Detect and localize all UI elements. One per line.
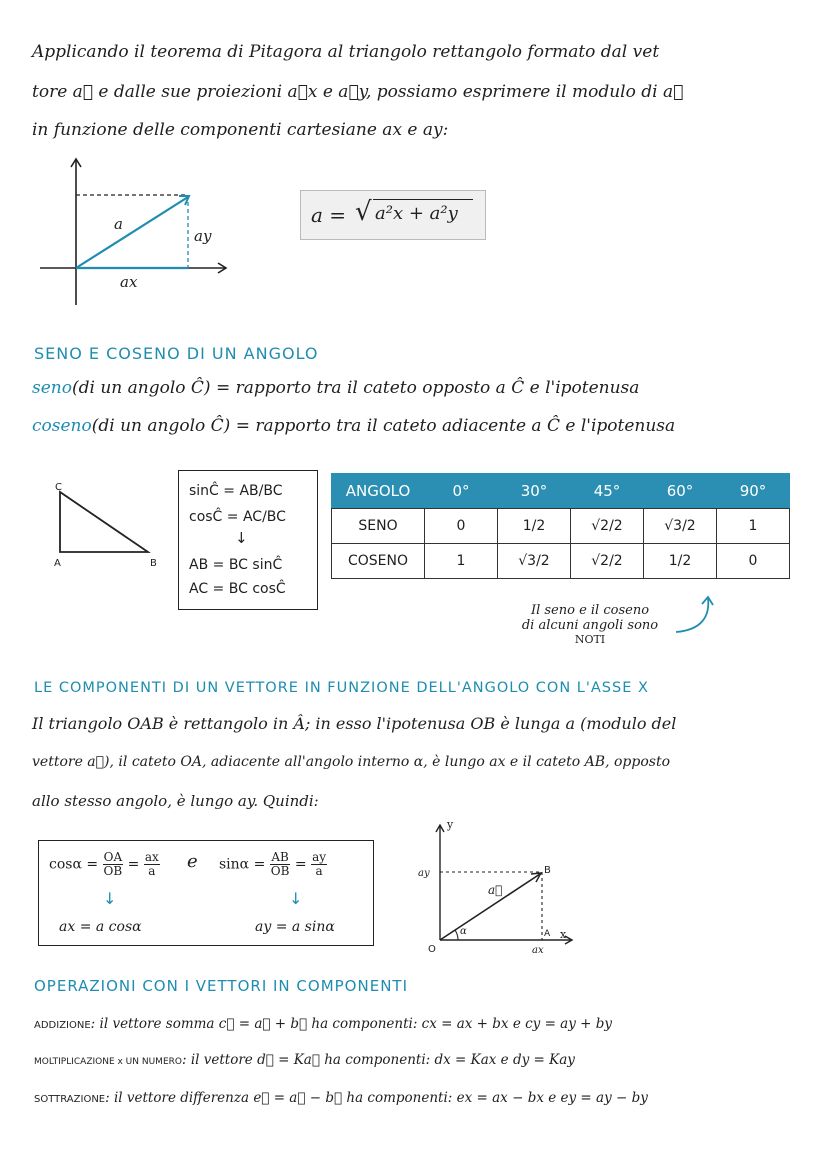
- section-title-sin-cos: SENO E COSENO DI UN ANGOLO: [34, 344, 319, 363]
- vertex-a: A: [54, 558, 61, 569]
- sin-cos-formulas-box: [178, 470, 318, 610]
- ay-result: ay = a sinα: [255, 919, 335, 935]
- formula-radical: √: [355, 197, 372, 227]
- op-addition-text: : il vettore somma c⃗ = a⃗ + b⃗ ha componenti: cx = ax + bx e cy = ay + by: [90, 1016, 613, 1032]
- vertex-b: B: [150, 558, 157, 569]
- section-title-operations: OPERAZIONI CON I VETTORI IN COMPONENTI: [34, 977, 408, 995]
- label-o: O: [428, 944, 436, 955]
- seno-90: 1: [717, 509, 790, 544]
- vector-projection-diagram: [36, 155, 236, 315]
- op-multiplication: [34, 1052, 575, 1068]
- coseno-45: √2/2: [571, 544, 644, 579]
- pythagoras-formula-box: [300, 190, 486, 240]
- components-para-3: allo stesso angolo, è lungo ay. Quindi:: [32, 792, 319, 810]
- sin-alpha-lhs: sinα =: [219, 856, 266, 873]
- num-ay: ay: [312, 850, 327, 864]
- section-title-components: LE COMPONENTI DI UN VETTORE IN FUNZIONE DELL'ANGOLO CON L'ASSE X: [34, 680, 649, 696]
- coseno-def-text: (di un angolo Ĉ) = rapporto tra il cateto adiacente a Ĉ e l'ipotenusa: [91, 416, 676, 436]
- op-subtraction-text: : il vettore differenza e⃗ = a⃗ − b⃗ ha componenti: ex = ax − bx e ey = ay − by: [105, 1090, 648, 1106]
- op-addition-label: ADDIZIONE: [34, 1020, 91, 1031]
- triangle-oab-diagram: [412, 818, 582, 960]
- ax-result: ax = a cosα: [59, 919, 142, 935]
- equals-sign-sin: =: [294, 856, 307, 873]
- num-ab: AB: [271, 850, 289, 864]
- header-cell-angle: ANGOLO: [332, 474, 425, 509]
- table-note-line-1: Il seno e il coseno: [530, 603, 650, 618]
- table-note-line-3: NOTI: [574, 633, 606, 646]
- seno-30: 1/2: [498, 509, 571, 544]
- label-ax: ax: [120, 273, 138, 291]
- coseno-30: √3/2: [498, 544, 571, 579]
- coseno-0: 1: [425, 544, 498, 579]
- op-addition: [34, 1016, 612, 1032]
- op-multiplication-label: MOLTIPLICAZIONE x UN NUMERO: [34, 1057, 182, 1067]
- label-y: y: [447, 818, 454, 831]
- label-x: x: [560, 928, 567, 941]
- row-label-coseno: COSENO: [332, 544, 425, 579]
- sin-c-formula: sinĈ = AB/BC: [189, 483, 283, 499]
- label-ay-axis: ay: [418, 868, 430, 879]
- angle-values-table: [331, 473, 790, 579]
- seno-45: √2/2: [571, 509, 644, 544]
- den-ob: OB: [103, 864, 123, 878]
- num-ax: ax: [144, 850, 159, 864]
- table-row-coseno: [332, 544, 790, 579]
- intro-line-1: Applicando il teorema di Pitagora al triangolo rettangolo formato dal vet: [32, 42, 660, 62]
- header-cell-0: 0°: [425, 474, 498, 509]
- fraction-ay-a: [311, 851, 327, 878]
- fraction-ax-a: [144, 851, 160, 878]
- arrow-down-icon: ↓: [235, 529, 248, 547]
- op-multiplication-text: : il vettore d⃗ = Ka⃗ ha componenti: dx = Kax e dy = Kay: [181, 1052, 575, 1068]
- header-cell-30: 30°: [498, 474, 571, 509]
- table-header-row: [332, 474, 790, 509]
- arrow-down-icon-left: ↓: [103, 889, 117, 908]
- header-cell-60: 60°: [644, 474, 717, 509]
- label-vector-a: a⃗: [488, 883, 503, 897]
- cos-c-formula: cosĈ = AC/BC: [189, 509, 286, 525]
- curved-arrow-icon: [672, 594, 720, 638]
- fraction-ab-ob: [270, 851, 291, 878]
- den-ob-2: OB: [270, 864, 290, 878]
- triangle-shape: [60, 492, 148, 552]
- den-a: a: [148, 864, 156, 878]
- seno-term: seno: [32, 378, 72, 398]
- table-note-line-2: di alcuni angoli sono: [521, 618, 659, 633]
- intro-line-2: tore a⃗ e dalle sue proiezioni a⃗x e a⃗y, possiamo esprimere il modulo di a⃗: [32, 82, 684, 102]
- label-point-a: A: [544, 929, 551, 939]
- ac-formula: AC = BC cosĈ: [189, 581, 286, 597]
- header-cell-45: 45°: [571, 474, 644, 509]
- op-subtraction-label: SOTTRAZIONE: [34, 1094, 106, 1105]
- components-para-1: Il triangolo OAB è rettangolo in Â; in esso l'ipotenusa OB è lunga a (modulo del: [32, 714, 677, 733]
- num-oa: OA: [103, 850, 123, 864]
- radical-bar: [373, 199, 473, 200]
- formula-radicand: a²x + a²y: [375, 203, 458, 224]
- intro-line-3: in funzione delle componenti cartesiane ax e ay:: [32, 120, 449, 140]
- coseno-90: 0: [717, 544, 790, 579]
- header-cell-90: 90°: [717, 474, 790, 509]
- cos-alpha-formula: [49, 851, 160, 878]
- label-ax-axis: ax: [532, 945, 544, 956]
- table-row-seno: [332, 509, 790, 544]
- den-a-2: a: [315, 864, 323, 878]
- vector-a: [76, 197, 188, 268]
- arrow-down-icon-right: ↓: [289, 889, 303, 908]
- sin-alpha-formula: [219, 851, 327, 878]
- seno-60: √3/2: [644, 509, 717, 544]
- seno-def-text: (di un angolo Ĉ) = rapporto tra il cateto opposto a Ĉ e l'ipotenusa: [71, 378, 640, 398]
- components-para-2: vettore a⃗), il cateto OA, adiacente all'angolo interno α, è lungo ax e il cateto AB, opposto: [32, 754, 670, 770]
- formula-lhs: a =: [311, 203, 347, 227]
- label-alpha: α: [460, 926, 467, 937]
- label-point-b: B: [544, 865, 551, 876]
- label-a: a: [114, 215, 123, 233]
- fraction-oa-ob: [103, 851, 124, 878]
- angle-alpha-arc: [455, 930, 458, 940]
- ab-formula: AB = BC sinĈ: [189, 557, 283, 573]
- op-subtraction: [34, 1090, 648, 1106]
- cos-alpha-lhs: cosα =: [49, 856, 99, 873]
- seno-0: 0: [425, 509, 498, 544]
- vertex-c: C: [55, 482, 62, 493]
- components-formulas-box: [38, 840, 374, 946]
- right-triangle-abc: [50, 480, 165, 570]
- coseno-definition: [32, 416, 675, 436]
- seno-definition: [32, 378, 639, 398]
- table-note: [500, 603, 680, 646]
- label-ay: ay: [194, 227, 212, 245]
- coseno-60: 1/2: [644, 544, 717, 579]
- equals-sign-cos: =: [127, 856, 140, 873]
- conjunction-e: e: [187, 851, 198, 872]
- coseno-term: coseno: [32, 416, 92, 436]
- row-label-seno: SENO: [332, 509, 425, 544]
